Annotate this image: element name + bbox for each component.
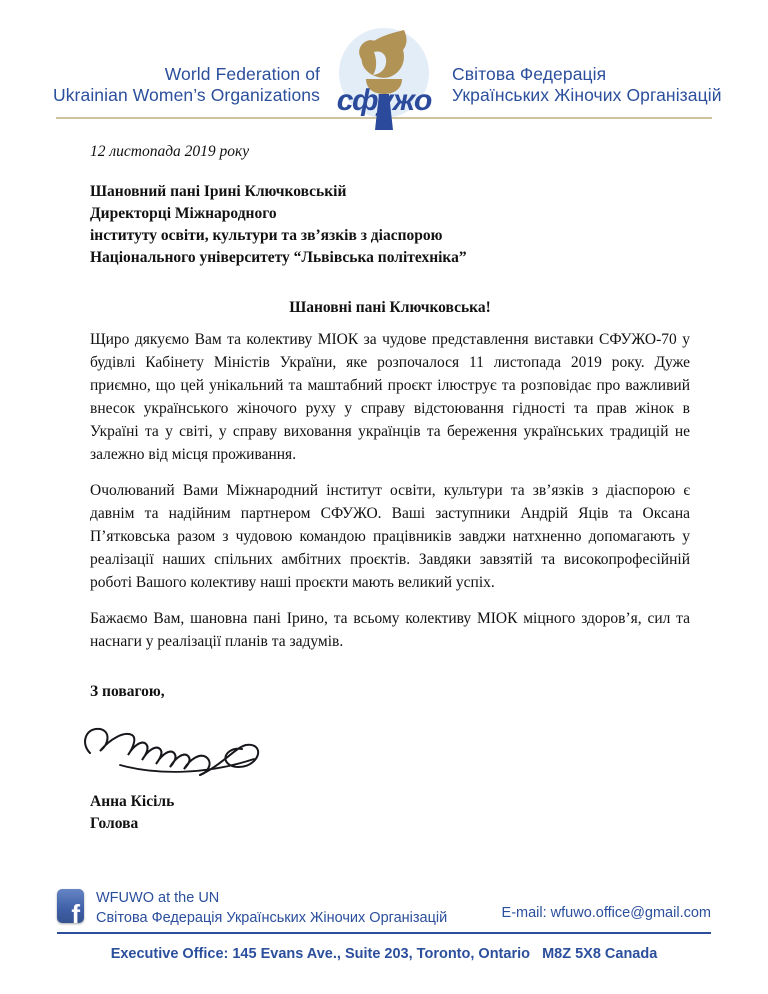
recipient-block: [90, 181, 690, 269]
torch-logo-icon: [314, 26, 454, 136]
recipient-line: Шановний пані Ірині Ключковській: [90, 183, 347, 200]
signature: [76, 709, 690, 787]
footer-org-block: [96, 888, 447, 928]
signer-name: Анна Кісіль: [90, 793, 175, 810]
letter-body: [90, 143, 690, 835]
org-name-uk-line2: Українських Жіночих Організацій: [452, 85, 722, 105]
paragraph-3: Бажаємо Вам, шановна пані Ірино, та всьому колективу МІОК міцного здоров’я, сил та наснаги у реалізації планів та задумів.: [90, 610, 690, 650]
footer-org-line: Світова Федерація Українських Жіночих Організацій: [96, 910, 448, 926]
executive-office-address: Executive Office: 145 Evans Ave., Suite 203, Toronto, Ontario M8Z 5X8 Canada: [110, 946, 658, 962]
org-name-english: [40, 64, 320, 106]
signer-title: Голова: [90, 815, 139, 832]
paragraph-1: Щиро дякуємо Вам та колективу МІОК за чудове представлення виставки СФУЖО-70 у будівлі Кабінету Міністів України, яке розпочалося 11 листопада 2019 року. Дуже приємно, що цей унікальний та маштабний проєкт ілюструє та розповідає про важливий внесок українського жіночого руху у справу відстоювання гідності та прав жінок в Україні та у світі, у справу виховання українців та береження українських традицій не залежно від місця проживання.: [90, 331, 690, 463]
footer-wfuwo-line: WFUWO at the UN: [96, 890, 220, 906]
salutation: Шановні пані Ключковська!: [289, 299, 491, 316]
recipient-line: Директорці Міжнародного: [90, 205, 277, 222]
sfuwo-logo: [314, 26, 454, 141]
paragraph-2: Очолюваний Вами Міжнародний інститут освіти, культури та зв’язків з діаспорою є давнім та надійним партнером СФУЖО. Ваші заступники Андрій Яців та Оксана П’ятковська разом з чудовою командою працівників завджи натхненно допомагають у реалізації наших спільних амбітних проєктів. Завдяки завзятій та високопрофесійній роботі Вашого колективу наші проєкти мають великий успіх.: [90, 482, 690, 591]
org-name-en-line2: Ukrainian Women’s Organizations: [52, 85, 320, 105]
org-name-ukrainian: [452, 64, 732, 106]
handwritten-signature-icon: [76, 709, 296, 787]
facebook-f-glyph: f: [71, 899, 80, 923]
org-name-uk-line1: Світова Федерація: [452, 64, 607, 84]
letter-date: 12 листопада 2019 року: [90, 143, 250, 160]
closing-phrase: З повагою,: [90, 683, 165, 700]
footer-email: E-mail: wfuwo.office@gmail.com: [501, 905, 711, 921]
recipient-line: інституту освіти, культури та зв’язків з діаспорою: [90, 227, 443, 244]
footer-divider: [57, 932, 711, 934]
facebook-icon: [57, 889, 84, 923]
logo-wordmark: сфужо: [336, 84, 432, 117]
recipient-line: Національного університету “Львівська політехніка”: [90, 249, 467, 266]
org-name-en-line1: World Federation of: [164, 64, 320, 84]
